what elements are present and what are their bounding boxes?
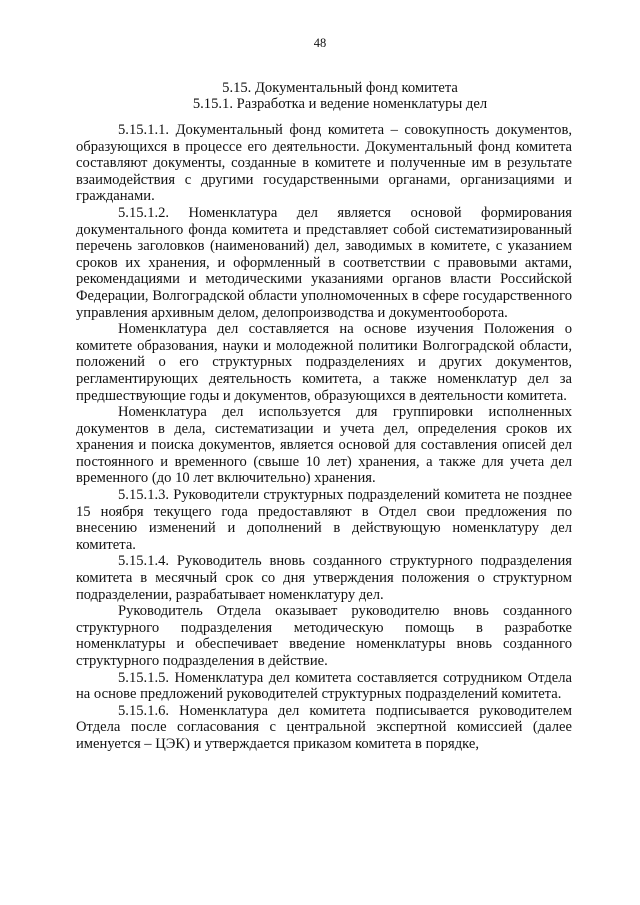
- paragraph-5-15-1-1: 5.15.1.1. Документальный фонд комитета – совокупность документов, образующихся в процессе его деятельности. Документальный фонд комитета составляют документы, созданные в комитете и полученные им в результате взаимодействия с другими государственными органами, организациями и гражданами.: [76, 122, 572, 205]
- section-heading: [104, 80, 576, 112]
- paragraph-5-15-1-6: 5.15.1.6. Номенклатура дел комитета подписывается руководителем Отдела после согласования с центральной экспертной комиссией (далее именуется – ЦЭК) и утверждается приказом комитета в порядке,: [76, 702, 572, 752]
- subsection-title: 5.15.1. Разработка и ведение номенклатуры дел: [192, 96, 488, 112]
- paragraph-department-head-help: Руководитель Отдела оказывает руководителю вновь созданного структурного подразделения методическую помощь в разработке номенклатуры и обеспечивает введение номенклатуры вновь созданного структурного подразделения в действие.: [76, 603, 572, 669]
- paragraph-5-15-1-3: 5.15.1.3. Руководители структурных подразделений комитета не позднее 15 ноября текущего года предоставляют в Отдел свои предложения по внесению изменений и дополнений в действующую номенклатуру дел комитета.: [76, 487, 572, 553]
- paragraph-nomenclature-basis: Номенклатура дел составляется на основе изучения Положения о комитете образования, науки и молодежной политики Волгоградской области, положений о его структурных подразделениях и других документов, регламентирующих деятельность комитета, а также номенклатур дел за предшествующие годы и документов, образующихся в деятельности комитета.: [76, 321, 572, 404]
- page-number: 48: [313, 36, 327, 50]
- document-body: [76, 122, 572, 753]
- paragraph-5-15-1-4: 5.15.1.4. Руководитель вновь созданного структурного подразделения комитета в месячный срок со дня утверждения положения о структурном подразделении, разрабатывает номенклатуру дел.: [76, 553, 572, 603]
- paragraph-nomenclature-usage: Номенклатура дел используется для группировки исполненных документов в дела, систематизации и учета дел, определения сроков их хранения и поиска документов, является основой для составления описей дел постоянного и временного (свыше 10 лет) хранения, а также для учета дел временного (до 10 лет включительно) хранения.: [76, 404, 572, 487]
- paragraph-5-15-1-2: 5.15.1.2. Номенклатура дел является основой формирования документального фонда комитета и представляет собой систематизированный перечень заголовков (наименований) дел, заводимых в комитете, с указанием сроков их хранения, и оформленный в соответствии с правовыми актами, рекомендациями и методическими указаниями органов власти Российской Федерации, Волгоградской области уполномоченных в сфере государственного управления архивным делом, делопроизводства и документооборота.: [76, 204, 572, 321]
- section-title: 5.15. Документальный фонд комитета: [222, 80, 458, 96]
- paragraph-5-15-1-5: 5.15.1.5. Номенклатура дел комитета составляется сотрудником Отдела на основе предложений руководителей структурных подразделений комитета.: [76, 669, 572, 703]
